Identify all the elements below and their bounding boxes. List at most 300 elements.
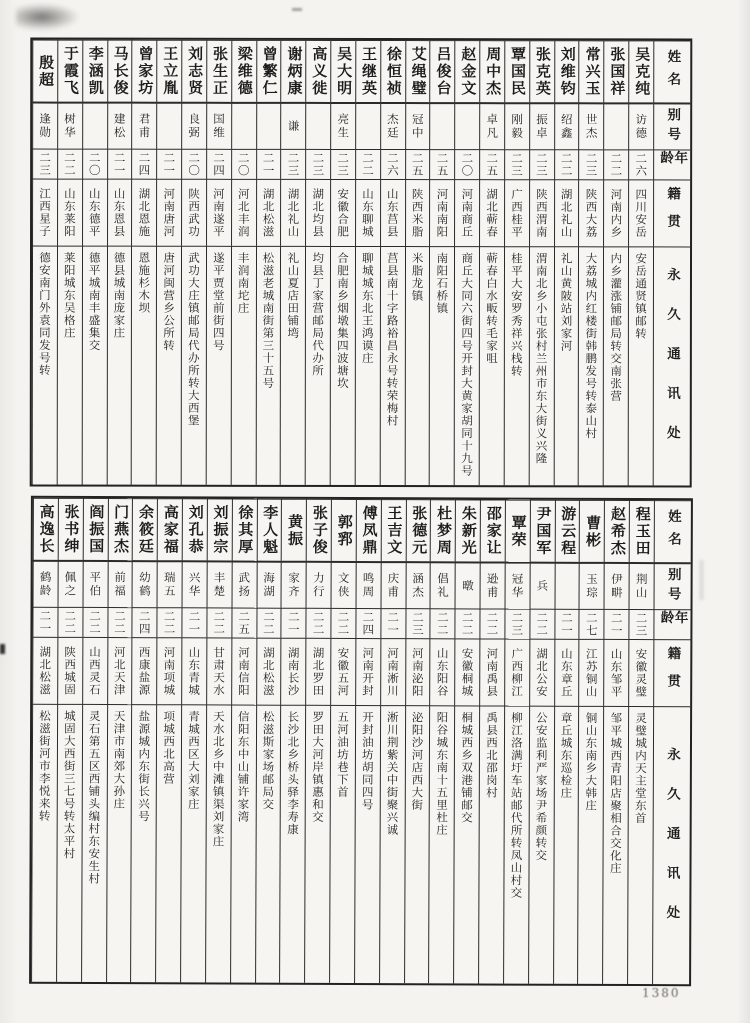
name-text: 吴大明: [335, 45, 354, 97]
address-cell: [130, 704, 156, 982]
origin-text: 陕西渭南: [534, 188, 549, 239]
origin-cell: [305, 638, 330, 705]
alias-text: 逢勋: [38, 112, 53, 140]
alias-cell: [206, 102, 231, 149]
age-text: 二四: [361, 611, 376, 637]
alias-text: 杰廷: [385, 113, 400, 141]
address-text: 安岳通贤镇邮转: [634, 252, 649, 340]
origin-text: 湖北松滋: [38, 645, 53, 696]
header-alias-cell: [653, 102, 690, 149]
origin-cell: [479, 638, 504, 705]
origin-text: 山东德平: [87, 187, 102, 238]
age-text: 二二: [112, 610, 127, 636]
age-cell: [82, 607, 107, 637]
name-cell: [181, 40, 206, 102]
age-cell: [554, 149, 579, 179]
origin-cell: [206, 637, 231, 704]
alias-text: 冠中: [410, 113, 425, 141]
address-text: 恩施杉木坝: [137, 251, 152, 315]
alias-cell: [355, 561, 380, 608]
address-cell: [454, 246, 479, 485]
name-cell: [504, 40, 529, 102]
address-text: 公安监利严家场尹希颜转交: [534, 711, 549, 862]
address-text: 青城西区大刘家庄: [186, 710, 202, 811]
name-cell: [256, 499, 281, 561]
name-cell: [305, 40, 330, 102]
name-cell: [604, 40, 629, 102]
alias-cell: [156, 102, 181, 149]
address-text: 内乡灌涨铺邮局转交南张营: [609, 252, 624, 403]
name-cell: [231, 40, 256, 102]
alias-text: 树华: [62, 112, 78, 140]
name-cell: [330, 40, 355, 102]
age-cell: [131, 149, 156, 179]
alias-cell: [57, 102, 82, 149]
address-text: 项城西北高营: [161, 710, 177, 786]
address-cell: [205, 704, 231, 982]
address-text: 遂平贾堂前街四号: [211, 251, 226, 352]
alias-cell: [355, 102, 380, 149]
age-cell: [554, 609, 579, 639]
origin-cell: [32, 179, 57, 246]
name-cell: [33, 498, 58, 560]
alias-text: 庆甫: [386, 572, 401, 600]
name-cell: [132, 498, 157, 560]
name-text: 尹国军: [534, 505, 553, 557]
origin-cell: [504, 179, 529, 246]
address-text: 桐城西乡双港铺邮交: [459, 711, 475, 824]
age-cell: [504, 149, 529, 179]
age-text: 二三: [38, 151, 53, 177]
origin-cell: [554, 179, 579, 246]
origin-cell: [429, 179, 454, 246]
age-cell: [132, 607, 157, 637]
name-text: 张德元: [410, 505, 429, 557]
name-cell: [455, 40, 480, 102]
age-text: 二三: [410, 611, 426, 637]
alias-cell: [579, 102, 604, 149]
address-text: 大荔城内红楼街韩鹏发号转泰山村: [584, 252, 599, 440]
origin-text: 安徽桐城: [460, 647, 475, 698]
address-text: 铜山东南乡大韩庄: [584, 711, 599, 812]
name-text: 赵金文: [459, 46, 478, 98]
alias-cell: [554, 562, 579, 609]
origin-cell: [380, 638, 405, 705]
address-cell: [31, 704, 57, 982]
age-text: 二〇: [87, 151, 102, 177]
name-text: 吴克纯: [633, 46, 652, 98]
name-text: 张生正: [210, 45, 229, 97]
name-text: 李人魁: [261, 504, 280, 556]
name-cell: [57, 40, 82, 102]
origin-cell: [628, 179, 653, 246]
alias-cell: [231, 561, 256, 608]
name-text: 黄振: [285, 513, 305, 548]
name-cell: [82, 40, 107, 102]
origin-text: 陕西武功: [187, 187, 202, 238]
age-cell: [231, 149, 256, 179]
age-cell: [380, 149, 405, 179]
age-cell: [405, 149, 430, 179]
age-text: 二二: [88, 609, 103, 636]
address-cell: [379, 705, 405, 983]
address-text: 南阳石桥镇: [435, 252, 450, 315]
origin-text: 陕西城固: [62, 645, 78, 696]
directory-table-bottom: [29, 496, 693, 987]
origin-text: 湖北松滋: [261, 646, 276, 697]
origin-cell: [156, 637, 181, 704]
name-text: 程玉田: [633, 506, 652, 558]
alias-cell: [157, 560, 182, 607]
alias-text: 良弼: [187, 112, 202, 140]
name-text: 游云程: [559, 505, 578, 557]
address-cell: [355, 246, 380, 485]
address-text: 德平城南丰盛集交: [87, 251, 102, 352]
name-cell: [628, 40, 653, 102]
name-text: 张国祥: [608, 46, 627, 98]
address-cell: [156, 246, 181, 485]
alias-text: 谦: [286, 119, 301, 134]
name-cell: [380, 499, 405, 561]
alias-cell: [281, 561, 306, 608]
age-text: 二一: [38, 609, 53, 635]
age-cell: [629, 609, 654, 639]
alias-cell: [604, 562, 629, 609]
origin-cell: [57, 637, 82, 704]
origin-cell: [206, 179, 231, 246]
address-cell: [503, 706, 529, 984]
origin-text: 江苏铜山: [584, 647, 599, 698]
origin-cell: [107, 637, 132, 704]
age-text: 二〇: [236, 151, 251, 177]
address-text: 盐源城内东街长兴号: [136, 710, 152, 823]
header-name-cell: [654, 500, 691, 562]
address-text: 柳江洛满圩车站邮代所转凤山村交: [509, 711, 525, 900]
name-text: 曾繁仁: [260, 45, 279, 97]
address-text: 唐河闽营乡公所转: [162, 251, 177, 352]
header-age-cell: [653, 609, 690, 639]
header-alias-text: 别号: [664, 567, 681, 607]
name-cell: [430, 499, 455, 561]
age-text: 二二: [62, 151, 77, 177]
header-age-text: 年龄: [657, 150, 688, 166]
name-cell: [356, 499, 381, 561]
alias-cell: [182, 560, 207, 607]
origin-cell: [132, 637, 157, 704]
origin-cell: [430, 638, 455, 705]
alias-cell: [107, 102, 132, 149]
age-text: 二〇: [460, 152, 475, 178]
address-text: 邹平城西青阳店聚相合交化庄: [608, 711, 624, 875]
address-text: 桂平大安罗秀祥兴栈转: [509, 252, 524, 378]
age-text: 二三: [286, 151, 301, 177]
age-text: 二二: [535, 611, 550, 637]
alias-cell: [405, 561, 430, 608]
age-text: 二二: [609, 152, 624, 178]
alias-cell: [181, 102, 206, 149]
header-name-text: 姓名: [664, 49, 681, 95]
origin-cell: [256, 638, 281, 705]
origin-cell: [280, 179, 305, 246]
name-cell: [554, 40, 579, 102]
address-cell: [627, 706, 653, 984]
age-text: 二二: [336, 610, 351, 636]
origin-text: 湖北礼山: [286, 187, 301, 238]
origin-cell: [454, 179, 479, 246]
age-text: 二七: [584, 611, 599, 637]
address-cell: [478, 705, 504, 983]
address-text: 松滋老城南街第三十五号: [261, 251, 276, 390]
name-text: 刘振宗: [211, 504, 230, 556]
origin-cell: [231, 638, 256, 705]
age-text: 二二: [311, 610, 326, 636]
alias-text: 倡礼: [435, 572, 451, 600]
name-text: 阎振国: [87, 503, 106, 556]
name-cell: [554, 500, 579, 562]
age-text: 二六: [634, 152, 649, 178]
address-text: 开封油坊胡同四号: [360, 710, 375, 812]
alias-text: 丰楚: [212, 571, 227, 599]
alias-text: 冠华: [510, 572, 525, 600]
name-cell: [530, 500, 555, 562]
age-text: 二二: [435, 611, 450, 637]
age-text: 二三: [311, 151, 326, 177]
origin-text: 湖北蕲春: [485, 188, 500, 239]
name-text: 邵家让: [484, 505, 503, 557]
address-text: 淅川荆紫关中街聚兴诚: [385, 711, 400, 837]
address-cell: [106, 704, 132, 982]
origin-text: 河南项城: [162, 646, 177, 697]
age-cell: [281, 149, 306, 179]
address-cell: [57, 246, 82, 485]
age-text: 二六: [385, 152, 400, 178]
header-address-text: 永久通讯处: [663, 267, 681, 466]
header-address-cell: [653, 246, 690, 485]
name-text: 徐其厚: [236, 504, 255, 556]
alias-cell: [405, 102, 430, 149]
age-text: 二三: [510, 611, 525, 637]
age-cell: [330, 149, 355, 179]
age-cell: [281, 608, 306, 638]
address-cell: [155, 704, 181, 982]
address-text: 城固大西街三七号转太平村: [62, 709, 77, 860]
name-cell: [455, 499, 480, 561]
age-text: 二三: [634, 612, 649, 638]
name-text: 高家福: [161, 504, 180, 556]
address-cell: [578, 246, 603, 485]
name-cell: [156, 40, 181, 102]
address-cell: [453, 705, 479, 983]
name-cell: [206, 40, 231, 102]
scan-artifact-speck: [292, 8, 302, 11]
name-cell: [331, 499, 356, 561]
name-cell: [505, 500, 530, 562]
age-cell: [479, 149, 504, 179]
name-text: 李涵凯: [86, 45, 105, 97]
origin-cell: [355, 179, 380, 246]
name-text: 张克英: [533, 46, 552, 98]
age-text: 二二: [261, 610, 277, 636]
age-cell: [604, 609, 629, 639]
alias-cell: [529, 102, 554, 149]
age-text: 二一: [286, 610, 301, 636]
age-cell: [579, 609, 604, 639]
origin-text: 山东聊城: [360, 187, 375, 239]
address-text: 松滋街河市李悦来转: [37, 709, 53, 823]
origin-text: 河南遂平: [211, 187, 226, 238]
name-text: 覃国民: [508, 46, 528, 98]
origin-text: 湖北礼山: [559, 188, 574, 239]
alias-text: 佩之: [63, 570, 78, 598]
header-origin-cell: [653, 179, 690, 246]
alias-text: 兴华: [187, 571, 202, 599]
alias-cell: [380, 561, 405, 608]
age-cell: [157, 607, 182, 637]
address-text: 礼山黄陂站刘家河: [559, 252, 574, 353]
name-cell: [107, 498, 132, 560]
age-cell: [82, 149, 107, 179]
name-text: 杜梦周: [434, 505, 454, 557]
name-text: 梁维德: [235, 45, 254, 97]
address-text: 罗田大河岸镇惠和交: [310, 710, 326, 824]
alias-cell: [529, 562, 554, 609]
header-origin-text: 籍贯: [664, 185, 681, 241]
address-cell: [32, 246, 57, 485]
name-cell: [306, 499, 331, 561]
alias-text: 家齐: [286, 571, 302, 599]
age-cell: [107, 149, 132, 179]
age-cell: [306, 608, 331, 638]
address-text: 丰润南坨庄: [236, 251, 251, 315]
alias-text: 涵杰: [411, 572, 426, 600]
age-text: 二一: [386, 611, 401, 637]
age-text: 二一: [162, 151, 177, 177]
age-cell: [529, 609, 554, 639]
header-address-text: 永久通讯处: [663, 746, 681, 945]
alias-cell: [380, 102, 405, 149]
age-cell: [603, 149, 628, 179]
address-cell: [529, 246, 554, 485]
origin-text: 陕西大荔: [584, 188, 599, 239]
origin-cell: [181, 637, 206, 704]
name-cell: [182, 498, 207, 560]
age-text: 二四: [137, 610, 152, 636]
alias-text: 平伯: [88, 570, 103, 599]
name-text: 于霞飞: [61, 45, 80, 97]
address-cell: [354, 705, 380, 983]
name-cell: [579, 40, 604, 102]
address-cell: [379, 246, 404, 485]
address-cell: [528, 706, 554, 984]
address-text: 商丘大同六街四号开封大黄家胡同十九号: [459, 252, 475, 478]
age-cell: [156, 149, 181, 179]
alias-cell: [603, 102, 628, 149]
origin-text: 山东阳谷: [435, 647, 450, 698]
alias-cell: [82, 560, 107, 607]
address-cell: [230, 246, 255, 485]
name-text: 曹彬: [584, 514, 603, 549]
origin-cell: [628, 639, 653, 706]
name-cell: [430, 40, 455, 102]
address-cell: [429, 705, 455, 983]
address-text: 五河油坊巷下首: [335, 710, 351, 799]
alias-text: 文侠: [336, 571, 351, 599]
alias-text: 国维: [212, 112, 227, 140]
alias-text: 荆山: [634, 573, 649, 601]
address-cell: [230, 705, 256, 983]
age-text: 二〇: [187, 151, 202, 177]
alias-text: 鹤龄: [38, 570, 53, 598]
alias-text: 建松: [112, 112, 127, 140]
alias-text: 海湖: [262, 571, 277, 599]
age-cell: [330, 608, 355, 638]
name-cell: [281, 499, 306, 561]
scan-artifact-speck: [0, 644, 5, 654]
alias-cell: [454, 102, 479, 149]
age-cell: [628, 149, 653, 179]
origin-text: 山东莒县: [385, 188, 400, 239]
age-text: 二二: [162, 610, 177, 636]
age-cell: [32, 607, 57, 637]
header-alias-text: 别号: [664, 107, 681, 147]
address-cell: [279, 705, 305, 983]
alias-cell: [206, 560, 231, 607]
address-cell: [553, 246, 578, 485]
origin-cell: [554, 639, 579, 706]
name-text: 谢炳康: [285, 45, 304, 97]
address-cell: [553, 706, 579, 984]
name-text: 郭郛: [335, 513, 354, 548]
alias-text: 卓凡: [485, 113, 500, 141]
name-text: 吕俊台: [434, 46, 453, 98]
age-cell: [181, 607, 206, 637]
name-text: 高义徙: [310, 45, 329, 97]
header-address-cell: [652, 706, 690, 984]
header-age-text: 年龄: [657, 610, 688, 626]
age-text: 二三: [336, 151, 351, 177]
origin-text: 陕西米脂: [410, 188, 425, 239]
name-cell: [281, 40, 306, 102]
alias-text: 亮生: [336, 112, 351, 140]
address-text: 德县城南庞家庄: [112, 251, 127, 340]
alias-cell: [57, 560, 82, 607]
origin-text: 广西柳江: [510, 647, 525, 698]
alias-text: 玉琮: [584, 572, 600, 600]
origin-text: 江西星子: [37, 187, 53, 238]
origin-text: 河南内乡: [609, 188, 624, 239]
age-cell: [305, 149, 330, 179]
address-cell: [578, 706, 604, 984]
alias-text: 兵: [535, 579, 550, 593]
age-text: 二三: [584, 152, 599, 178]
age-text: 二二: [559, 152, 574, 178]
header-name-cell: [653, 40, 690, 102]
origin-text: 湖北均县: [311, 187, 326, 238]
origin-cell: [231, 179, 256, 246]
name-cell: [82, 498, 107, 560]
age-text: 二五: [435, 152, 450, 178]
origin-text: 河南泌阳: [410, 647, 425, 698]
origin-text: 安徽五河: [336, 646, 351, 697]
origin-text: 河南唐河: [162, 187, 177, 238]
address-cell: [81, 704, 107, 982]
address-text: 合肥南乡烟墩集四波塘坎: [335, 251, 351, 390]
origin-text: 山东邹平: [609, 647, 624, 699]
address-text: 米脂龙镇: [410, 252, 425, 303]
alias-cell: [33, 560, 58, 607]
alias-text: 逊甫: [485, 572, 500, 600]
name-cell: [479, 40, 504, 102]
